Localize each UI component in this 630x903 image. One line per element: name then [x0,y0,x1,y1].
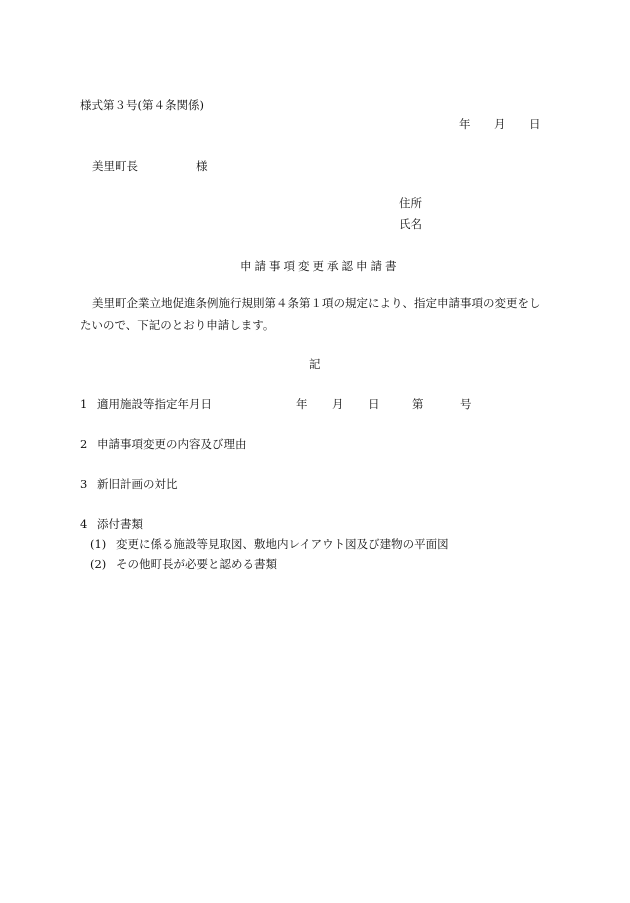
item-1-label: 適用施設等指定年月日 [97,397,212,411]
subitem-2-number: (2) [90,557,107,571]
item-1-month-label: 月 [332,397,344,411]
subitem-1-label: 変更に係る施設等見取図、敷地内レイアウト図及び建物の平面図 [116,537,449,551]
item-3-label: 新旧計画の対比 [97,477,178,491]
document-title: 申請事項変更承認申請書 [240,259,400,273]
item-1-number: 1 [80,397,88,411]
item-4-label: 添付書類 [97,517,143,531]
addressee-honorific: 様 [196,159,208,173]
item-2-number: 2 [80,437,88,451]
body-line-2: たいので、下記のとおり申請します。 [80,318,275,332]
form-label: 様式第３号(第４条関係) [80,98,204,112]
applicant-name-label: 氏名 [399,217,422,231]
item-1-day-label: 日 [368,397,380,411]
date-day-label: 日 [529,117,541,131]
applicant-address-label: 住所 [399,196,422,210]
body-line-1: 美里町企業立地促進条例施行規則第４条第１項の規定により、指定申請事項の変更をし [92,296,541,310]
date-month-label: 月 [494,117,506,131]
item-1-dai-label: 第 [412,397,424,411]
item-2-label: 申請事項変更の内容及び理由 [97,437,247,451]
ki-heading: 記 [309,357,321,371]
item-4-number: 4 [80,517,88,531]
subitem-2-label: その他町長が必要と認める書類 [116,557,277,571]
item-1-year-label: 年 [296,397,308,411]
item-1-go-label: 号 [460,397,472,411]
date-year-label: 年 [459,117,471,131]
subitem-1-number: (1) [90,537,107,551]
addressee-name: 美里町長 [92,159,138,173]
item-3-number: 3 [80,477,88,491]
